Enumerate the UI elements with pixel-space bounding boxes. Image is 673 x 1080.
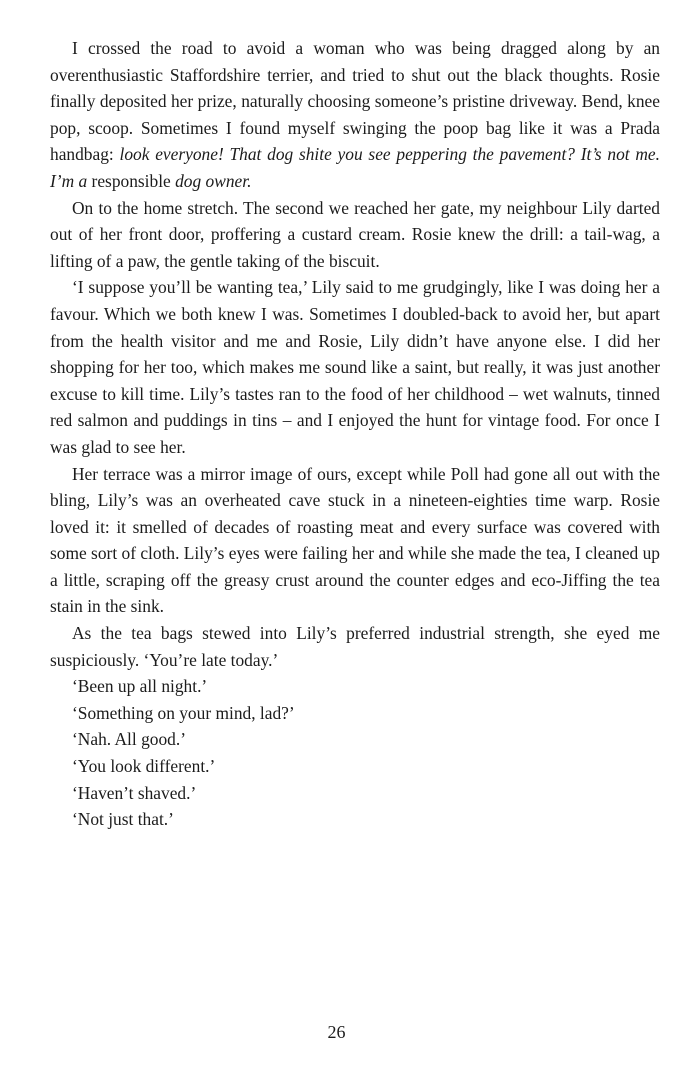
paragraph-5: As the tea bags stewed into Lily’s preferred industrial strength, she eyed me suspiciously. ‘You’re late today.’: [50, 623, 660, 670]
dialogue-line-5: ‘Haven’t shaved.’: [72, 782, 197, 803]
paragraph-3: ‘I suppose you’ll be wanting tea,’ Lily said to me grudgingly, like I was doing her a favour. Which we both knew I was. Sometimes I doubled-back to avoid her, but apart from the health visitor and me and Rosie, Lily didn’t have anyone else. I did her shopping for her too, which makes me sound like a saint, but really, it was just another excuse to kill time. Lily’s tastes ran to the food of her childhood – wet walnuts, tinned red salmon and puddings in tins – and I enjoyed the hunt for vintage food. For once I was glad to see her.: [50, 277, 660, 457]
paragraph-4: Her terrace was a mirror image of ours, except while Poll had gone all out with the bling, Lily’s was an overheated cave stuck in a nineteen-eighties time warp. Rosie loved it: it smelled of decades of roasting meat and every surface was covered with some sort of cloth. Lily’s eyes were failing her and while she made the tea, I cleaned up a little, scraping off the greasy crust around the counter edges and eco-Jiffing the tea stain in the sink.: [50, 463, 660, 617]
paragraph-1-text: I crossed the road to avoid a woman who was being dragged along by an overenthusiastic Staffordshire terrier, and tried to shut out the black thoughts. Rosie finally deposited her prize, naturally choosing someone’s pristine driveway. Bend, knee pop, scoop. Sometimes I found myself swinging the poop bag like it was a Prada handbag:: [50, 38, 660, 165]
paragraph-1: [50, 35, 660, 195]
dialogue-line-3: ‘Nah. All good.’: [72, 729, 186, 750]
page-number: 26: [327, 1022, 346, 1042]
dialogue-line-6: ‘Not just that.’: [72, 809, 174, 830]
dialogue-line-2: ‘Something on your mind, lad?’: [72, 702, 295, 723]
dialogue-line-1: ‘Been up all night.’: [72, 676, 208, 697]
paragraph-1-italic-end: dog owner.: [170, 170, 252, 191]
dialogue-line-4: ‘You look different.’: [72, 756, 216, 777]
paragraph-1-italic: look everyone! That dog shite you see peppering the pavement? It’s not me. I’m a: [50, 144, 661, 191]
paragraph-2: On to the home stretch. The second we reached her gate, my neighbour Lily darted out of her front door, proffering a custard cream. Rosie knew the drill: a tail-wag, a lifting of a paw, the gentle taking of the biscuit.: [50, 197, 660, 271]
body-text: [50, 35, 660, 833]
paragraph-1-roman-word: responsible: [91, 170, 171, 191]
